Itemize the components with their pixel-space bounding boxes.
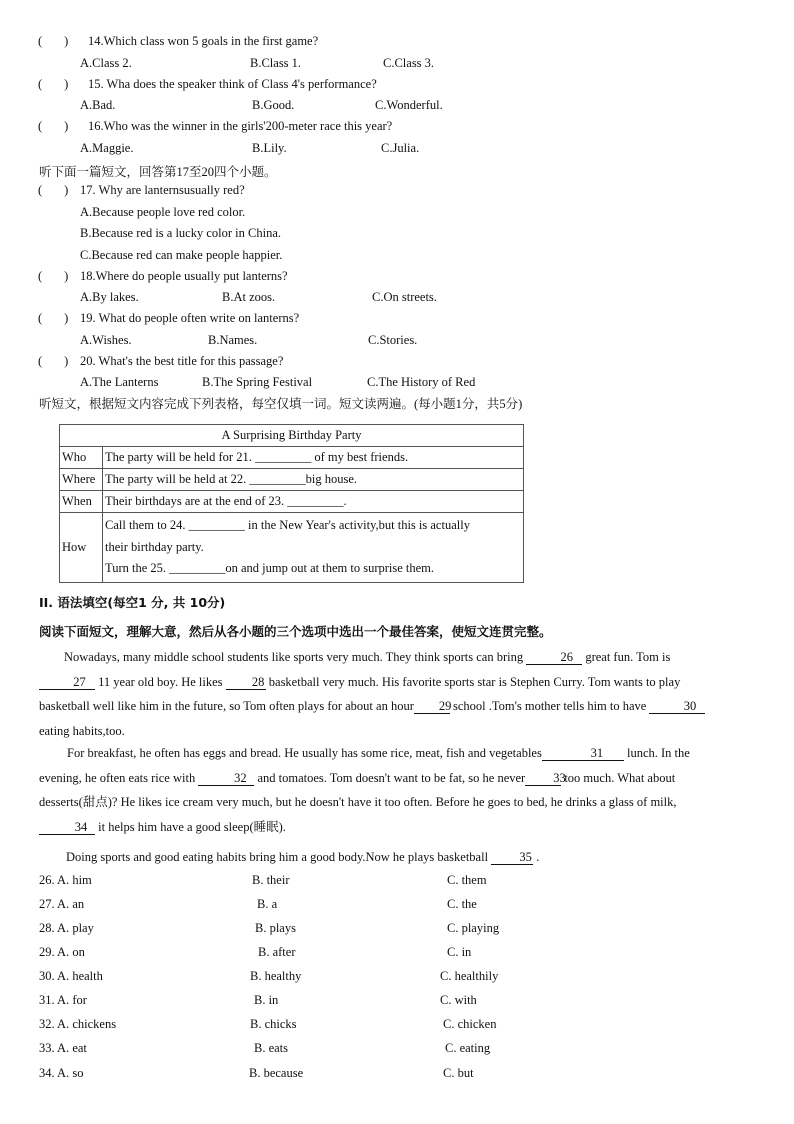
passage-paragraph-3: Doing sports and good eating habits bring him a good body.Now he plays basketball 35 .: [66, 850, 540, 864]
option-row[interactable]: 33. A. eat: [39, 1041, 87, 1055]
answer-paren[interactable]: ( ): [38, 77, 69, 91]
answer-paren[interactable]: ( ): [38, 354, 69, 368]
answer-paren[interactable]: ( ): [38, 34, 69, 48]
option[interactable]: B. in: [254, 993, 279, 1007]
option[interactable]: A.Because people love red color.: [80, 205, 246, 219]
section-heading: II. 语法填空(每空1 分, 共 10分): [39, 595, 226, 610]
option[interactable]: C.The History of Red: [367, 375, 476, 389]
option[interactable]: B.Good.: [252, 98, 295, 112]
option[interactable]: B. a: [257, 897, 278, 911]
question-19: 19. What do people often write on lanterns?: [80, 311, 300, 325]
row-text-where[interactable]: The party will be held at 22. _________big house.: [103, 469, 524, 491]
option[interactable]: B.The Spring Festival: [202, 375, 313, 389]
option[interactable]: B. plays: [255, 921, 296, 935]
option-row[interactable]: 31. A. for: [39, 993, 87, 1007]
row-text-who[interactable]: The party will be held for 21. _________ of my best friends.: [103, 447, 524, 469]
option[interactable]: C.Stories.: [368, 333, 418, 347]
option-row[interactable]: 32. A. chickens: [39, 1017, 117, 1031]
option[interactable]: B.At zoos.: [222, 290, 276, 304]
blank-34[interactable]: 34: [39, 820, 95, 835]
blank-31[interactable]: 31: [542, 746, 624, 761]
section-intro-17-20: 听下面一篇短文，回答第17至20四个小题。: [39, 165, 277, 179]
row-label-how: How: [60, 513, 103, 583]
how-line-2: their birthday party.: [105, 539, 204, 554]
blank-33[interactable]: 33: [525, 771, 561, 786]
question-15: 15. Wha does the speaker think of Class 4's performance?: [88, 77, 377, 91]
option[interactable]: B.Names.: [208, 333, 258, 347]
table-intro: 听短文，根据短文内容完成下列表格，每空仅填一词。短文读两遍。(每小题1分，共5分): [39, 397, 523, 411]
section-instruction: 阅读下面短文，理解大意，然后从各小题的三个选项中选出一个最佳答案，使短文连贯完整。: [39, 624, 552, 639]
blank-32[interactable]: 32: [198, 771, 254, 786]
option-row[interactable]: 30. A. health: [39, 969, 103, 983]
passage-paragraph-2: For breakfast, he often has eggs and bread. He usually has some rice, meat, fish and vegetables 31 lunch. In the evening, he often eats rice with 32 and tomatoes. Tom doesn't want to be fat, so he never 33 too much. What about desserts(甜点)? He likes ice cream very much, but he doesn't have it too often. Before he goes to bed, he drinks a glass of milk, 34 it helps him have a good sleep(睡眠).: [39, 746, 690, 834]
option[interactable]: B.Class 1.: [250, 56, 302, 70]
blank-29[interactable]: 29: [414, 699, 450, 714]
option-row[interactable]: 28. A. play: [39, 921, 94, 935]
question-14: 14.Which class won 5 goals in the first game?: [88, 34, 319, 48]
option[interactable]: B. chicks: [250, 1017, 297, 1031]
option[interactable]: A.Maggie.: [80, 141, 134, 155]
option[interactable]: A.Bad.: [80, 98, 116, 112]
blank-35[interactable]: 35: [491, 850, 533, 865]
answer-paren[interactable]: ( ): [38, 183, 69, 197]
option[interactable]: C. chicken: [443, 1017, 497, 1031]
row-label-who: Who: [60, 447, 103, 469]
option[interactable]: C.On streets.: [372, 290, 437, 304]
option[interactable]: B.Lily.: [252, 141, 287, 155]
question-17: 17. Why are lanternsusually red?: [80, 183, 245, 197]
how-line-1: Call them to 24. _________ in the New Year's activity,but this is actually: [105, 518, 470, 532]
option[interactable]: C. eating: [445, 1041, 491, 1055]
blank-30[interactable]: 30: [649, 699, 705, 714]
option[interactable]: A.By lakes.: [80, 290, 139, 304]
option[interactable]: C.Because red can make people happier.: [80, 248, 283, 262]
question-20: 20. What's the best title for this passage?: [80, 354, 284, 368]
option[interactable]: C. with: [440, 993, 477, 1007]
option[interactable]: B. healthy: [250, 969, 302, 983]
row-text-how[interactable]: [103, 513, 524, 583]
option[interactable]: C. in: [447, 945, 472, 959]
option-row[interactable]: 27. A. an: [39, 897, 85, 911]
row-label-where: Where: [60, 469, 103, 491]
option[interactable]: C. playing: [447, 921, 500, 935]
option[interactable]: A.Wishes.: [80, 333, 132, 347]
row-label-when: When: [60, 491, 103, 513]
option[interactable]: B. because: [249, 1066, 304, 1080]
answer-paren[interactable]: ( ): [38, 269, 69, 283]
passage-paragraph-1: Nowadays, many middle school students like sports very much. They think sports can bring 26 great fun. Tom is 27 11 year old boy. He likes 28 basketball very much. His favorite sports star is Stephen Curry. Tom wants to play basketball well like him in the future, so Tom often plays for about an hour 29 school .Tom's mother tells him to have 30 eating habits,too.: [39, 645, 729, 743]
blank-27[interactable]: 27: [39, 675, 95, 690]
row-text-when[interactable]: Their birthdays are at the end of 23. _________.: [103, 491, 524, 513]
question-18: 18.Where do people usually put lanterns?: [80, 269, 288, 283]
option[interactable]: C. but: [443, 1066, 474, 1080]
option[interactable]: B. after: [258, 945, 296, 959]
option-row[interactable]: 26. A. him: [39, 873, 92, 887]
option[interactable]: A.Class 2.: [80, 56, 132, 70]
option[interactable]: B. their: [252, 873, 290, 887]
option-row[interactable]: 29. A. on: [39, 945, 85, 959]
table-title: A Surprising Birthday Party: [60, 425, 524, 447]
option[interactable]: B. eats: [254, 1041, 289, 1055]
question-16: 16.Who was the winner in the girls'200-meter race this year?: [88, 119, 393, 133]
option[interactable]: C. the: [447, 897, 477, 911]
option[interactable]: B.Because red is a lucky color in China.: [80, 226, 281, 240]
how-line-3: Turn the 25. _________on and jump out at them to surprise them.: [105, 561, 435, 575]
option[interactable]: C. them: [447, 873, 487, 887]
birthday-party-table: [59, 424, 524, 583]
option[interactable]: C.Julia.: [381, 141, 420, 155]
option[interactable]: C.Wonderful.: [375, 98, 443, 112]
blank-26[interactable]: 26: [526, 650, 582, 665]
blank-28[interactable]: 28: [226, 675, 266, 690]
option[interactable]: C.Class 3.: [383, 56, 435, 70]
answer-paren[interactable]: ( ): [38, 119, 69, 133]
option[interactable]: A.The Lanterns: [80, 375, 159, 389]
option[interactable]: C. healthily: [440, 969, 499, 983]
answer-paren[interactable]: ( ): [38, 311, 69, 325]
option-row[interactable]: 34. A. so: [39, 1066, 84, 1080]
